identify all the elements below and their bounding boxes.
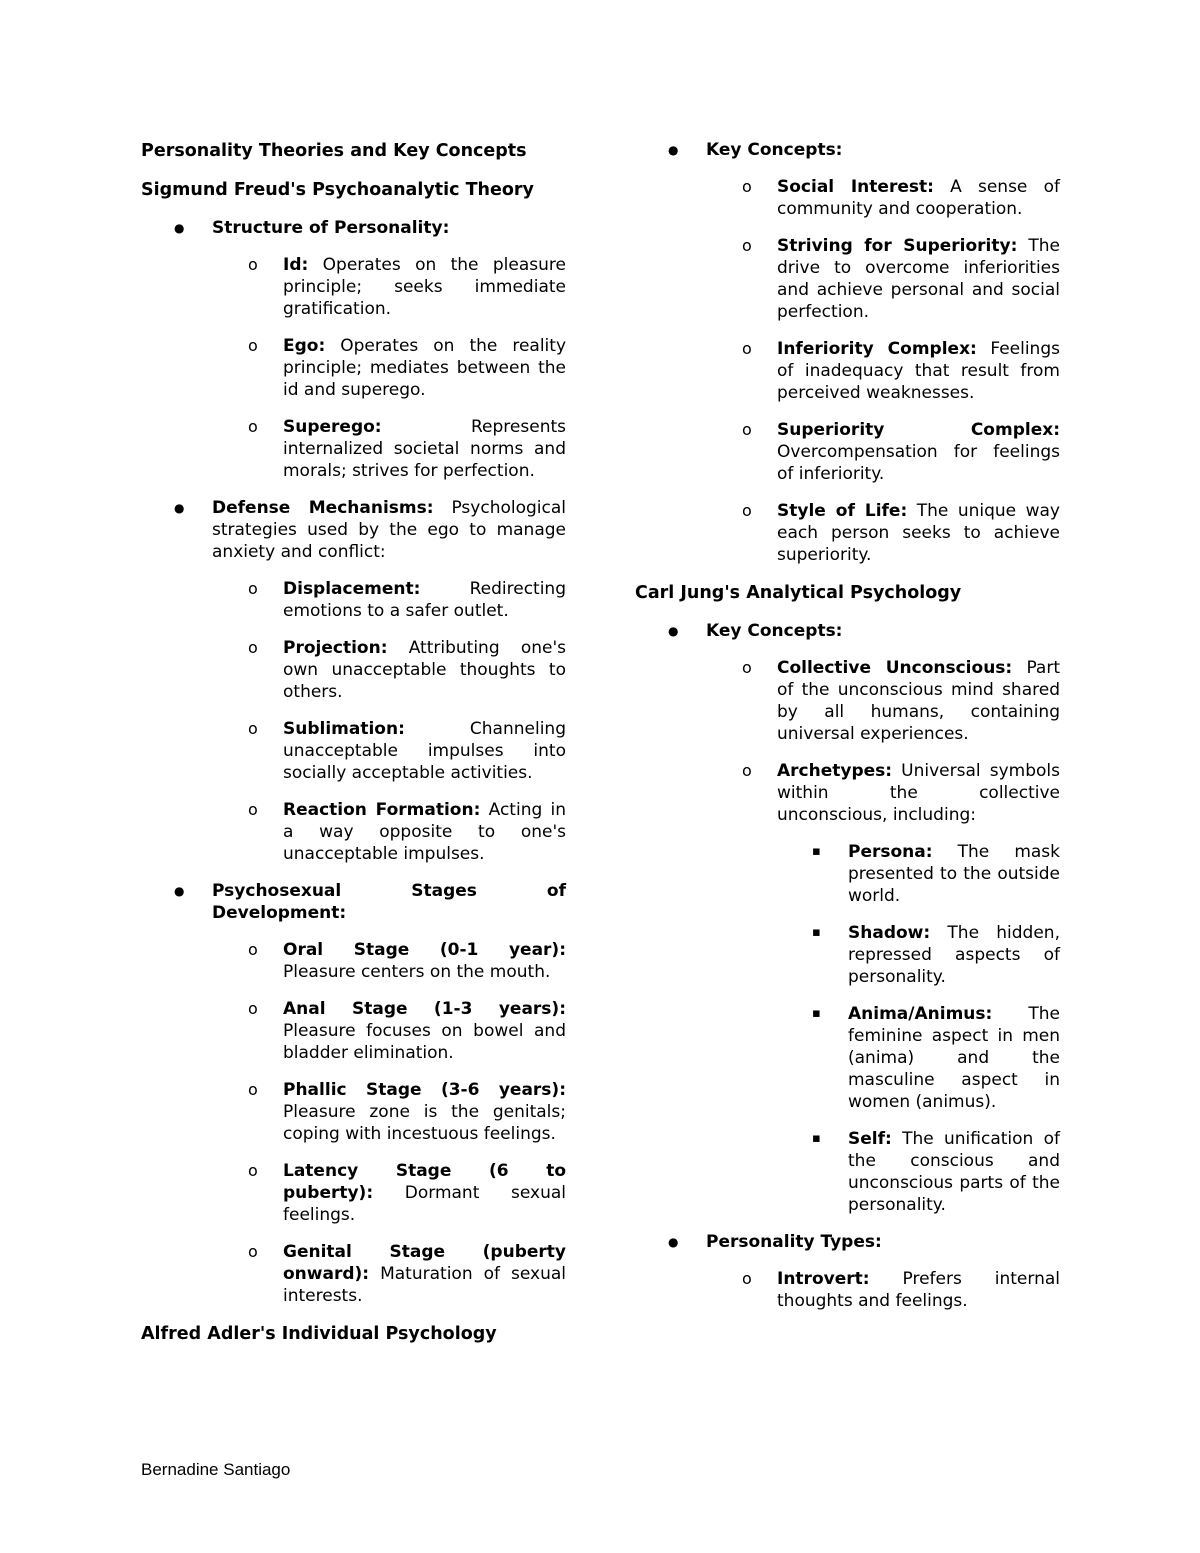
- list-item: o Introvert: Prefers internal thoughts and feelings.: [706, 1268, 1060, 1312]
- right-column: [635, 139, 1060, 1327]
- list-item: o Inferiority Complex: Feelings of inadequacy that result from perceived weaknesses.: [706, 338, 1060, 404]
- freud-defense-label: Defense Mechanisms:: [212, 498, 434, 518]
- jung-concepts-list: [635, 657, 1060, 1216]
- adler-section-title: Alfred Adler's Individual Psychology: [141, 1324, 497, 1344]
- left-column: [141, 139, 566, 1361]
- list-item: o Archetypes: Universal symbols within the collective unconscious, including: ▪ Persona: The mask presented to the outside world. ▪ Shadow: The hidden, repressed aspects of personality. ▪ Anima/Animus: The feminine aspect in men (anima) and the masculine aspect in women (animus). ▪ Self: The unification of the conscious and unconscious parts of the personality.: [706, 760, 1060, 1216]
- list-item: o Social Interest: A sense of community and cooperation.: [706, 176, 1060, 220]
- freud-structure: [141, 217, 566, 482]
- types-list: [635, 1268, 1060, 1312]
- jung-key-label: Key Concepts:: [706, 621, 843, 641]
- list-item: ▪ Persona: The mask presented to the outside world.: [777, 841, 1060, 907]
- jung-key-concepts: [635, 620, 1060, 1216]
- list-item: o Projection: Attributing one's own unacceptable thoughts to others.: [212, 637, 566, 703]
- adler-key-label: Key Concepts:: [706, 140, 843, 160]
- freud-list: [141, 217, 566, 1307]
- archetypes-list: [706, 841, 1060, 1216]
- freud-defense: ● Defense Mechanisms: Psychological strategies used by the ego to manage anxiety and conflict: o Displacement: Redirecting emotions to a safer outlet. o Projection: Attributing one's own unacceptable thoughts to others. o Sublimation: Channeling unacceptable impulses into socially acceptable activities. o Reaction Formation: Acting in a way opposite to one's unacceptable impulses.: [141, 497, 566, 865]
- list-item: o Superiority Complex: Overcompensation for feelings of inferiority.: [706, 419, 1060, 485]
- list-item: o Displacement: Redirecting emotions to a safer outlet.: [212, 578, 566, 622]
- adler-concepts-list: [635, 176, 1060, 566]
- list-item: o Oral Stage (0-1 year): Pleasure centers on the mouth.: [212, 939, 566, 983]
- adler-key-concepts: [635, 139, 1060, 566]
- list-item: ▪ Self: The unification of the conscious and unconscious parts of the personality.: [777, 1128, 1060, 1216]
- adler-list: [635, 139, 1060, 566]
- list-item: o Id: Operates on the pleasure principle; seeks immediate gratification.: [212, 254, 566, 320]
- list-item: o Ego: Operates on the reality principle; mediates between the id and superego.: [212, 335, 566, 401]
- document-title: Personality Theories and Key Concepts: [141, 141, 527, 161]
- list-item: o Collective Unconscious: Part of the unconscious mind shared by all humans, containing universal experiences.: [706, 657, 1060, 745]
- list-item: o Latency Stage (6 to puberty): Dormant sexual feelings.: [212, 1160, 566, 1226]
- jung-types-label: Personality Types:: [706, 1232, 882, 1252]
- list-item: o Anal Stage (1-3 years): Pleasure focuses on bowel and bladder elimination.: [212, 998, 566, 1064]
- freud-section-title: Sigmund Freud's Psychoanalytic Theory: [141, 180, 534, 200]
- list-item: o Genital Stage (puberty onward): Maturation of sexual interests.: [212, 1241, 566, 1307]
- jung-section-title: Carl Jung's Analytical Psychology: [635, 583, 962, 603]
- list-item: ▪ Anima/Animus: The feminine aspect in men (anima) and the masculine aspect in women (animus).: [777, 1003, 1060, 1113]
- defense-list: [141, 578, 566, 865]
- list-item: o Reaction Formation: Acting in a way opposite to one's unacceptable impulses.: [212, 799, 566, 865]
- list-item: o Sublimation: Channeling unacceptable impulses into socially acceptable activities.: [212, 718, 566, 784]
- list-item: o Superego: Represents internalized societal norms and morals; strives for perfection.: [212, 416, 566, 482]
- footer-author: Bernadine Santiago: [141, 1460, 291, 1479]
- jung-list: [635, 620, 1060, 1312]
- list-item: o Striving for Superiority: The drive to overcome inferiorities and achieve personal and social perfection.: [706, 235, 1060, 323]
- list-item: ▪ Shadow: The hidden, repressed aspects of personality.: [777, 922, 1060, 988]
- freud-structure-label: Structure of Personality:: [212, 218, 450, 238]
- stages-list: [141, 939, 566, 1307]
- structure-list: [141, 254, 566, 482]
- list-item: o Style of Life: The unique way each person seeks to achieve superiority.: [706, 500, 1060, 566]
- list-item: o Phallic Stage (3-6 years): Pleasure zone is the genitals; coping with incestuous feelings.: [212, 1079, 566, 1145]
- jung-personality-types: [635, 1231, 1060, 1312]
- freud-stages-label: Psychosexual Stages of Development:: [212, 881, 566, 923]
- freud-stages: [141, 880, 566, 1307]
